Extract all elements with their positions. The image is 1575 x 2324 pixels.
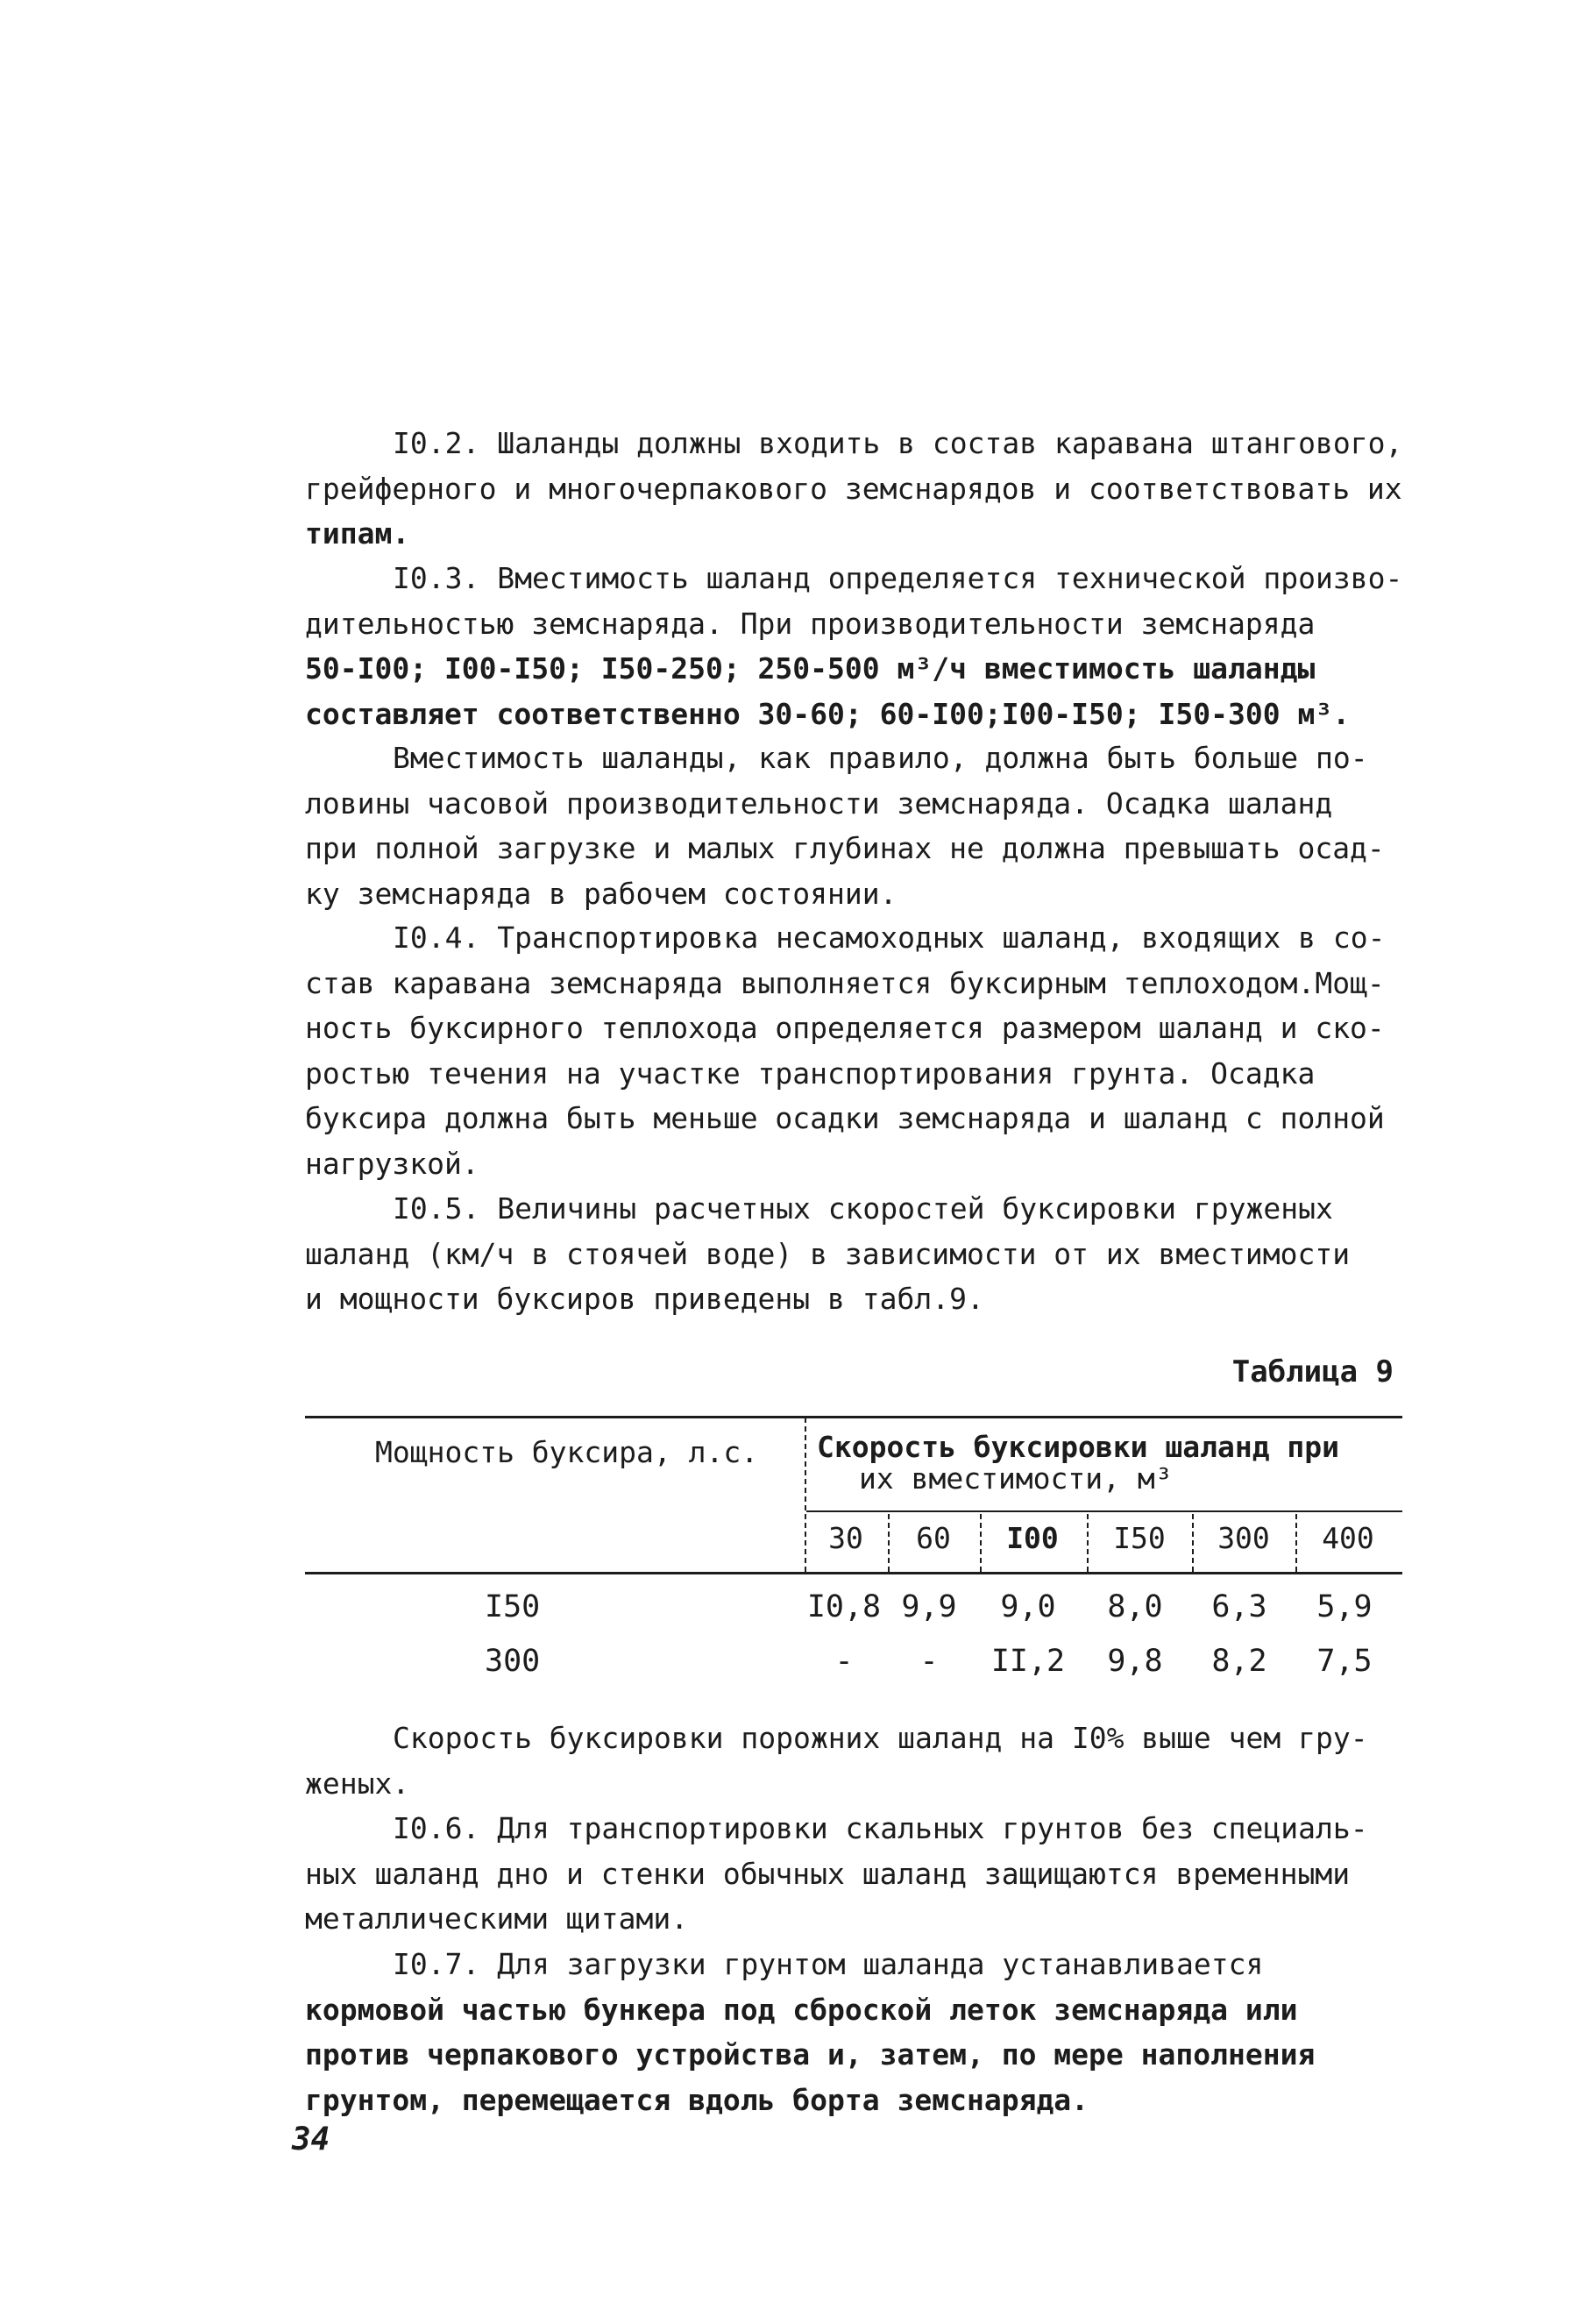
paragraph-10-6: [305, 1806, 1436, 1942]
capacity-header: 60: [916, 1521, 951, 1555]
table-cell: -: [919, 1644, 939, 1679]
table-cell: -: [834, 1644, 854, 1679]
table-cell: 7,5: [1316, 1644, 1373, 1679]
text-line: 50-I00; I00-I50; I50-250; 250-500 м³/ч вместимость шаланды: [305, 651, 1316, 686]
text-line: ных шаланд дно и стенки обычных шаланд защищаются временными: [305, 1856, 1351, 1891]
text-line: став каравана земснаряда выполняется буксирным теплоходом.Мощ-: [305, 965, 1385, 1000]
capacity-header: I50: [1113, 1521, 1166, 1555]
table-cell: 5,9: [1316, 1589, 1373, 1624]
text-line: ростью течения на участке транспортирования грунта. Осадка: [305, 1055, 1316, 1091]
table-cell: 9,0: [1000, 1589, 1056, 1624]
table-divider: [1295, 1514, 1297, 1572]
text-line: металлическими щитами.: [305, 1901, 689, 1936]
text-line: ловины часовой производительности земснаряда. Осадка шаланд: [305, 785, 1333, 821]
table-note: [305, 1716, 1436, 1806]
table-divider: [1192, 1514, 1194, 1572]
paragraph-10-7: [305, 1942, 1436, 2122]
capacity-header: 300: [1217, 1521, 1270, 1555]
table-divider: [980, 1514, 982, 1572]
text-line: против черпакового устройства и, затем, по мере наполнения: [305, 2037, 1316, 2072]
text-line: грунтом, перемещается вдоль борта земснаряда.: [305, 2082, 1089, 2117]
table-cell: 9,8: [1107, 1644, 1163, 1679]
paragraph-10-3: [305, 556, 1436, 736]
text-line: I0.6. Для транспортировки скальных грунтов без специаль-: [393, 1811, 1368, 1845]
table-cell: II,2: [990, 1644, 1066, 1679]
page-number: 34: [292, 2121, 330, 2157]
table-header-rule: [806, 1510, 1402, 1512]
text-line: I0.2. Шаланды должны входить в состав каравана штангового,: [393, 426, 1403, 460]
text-line: Скорость буксировки порожних шаланд на I0% выше чем гру-: [393, 1721, 1368, 1755]
text-line: Вместимость шаланды, как правило, должна быть больше по-: [393, 741, 1368, 775]
text-line: ность буксирного теплохода определяется размером шаланд и ско-: [305, 1011, 1385, 1045]
table-top-rule: [305, 1416, 1402, 1418]
text-line: I0.5. Величины расчетных скоростей буксировки груженых: [393, 1191, 1333, 1226]
paragraph-10-2: [305, 421, 1436, 557]
table-cell: 6,3: [1211, 1589, 1267, 1624]
table-cell: 8,2: [1211, 1644, 1267, 1679]
text-line: женых.: [305, 1766, 410, 1801]
text-line: составляет соответственно 30-60; 60-I00;I00-I50; I50-300 м³.: [305, 696, 1351, 731]
text-line: буксира должна быть меньше осадки земснаряда и шаланд с полной: [305, 1101, 1385, 1135]
table-cell: 8,0: [1107, 1589, 1163, 1624]
row-power-label: 300: [485, 1644, 541, 1679]
text-line: шаланд (км/ч в стоячей воде) в зависимости от их вместимости: [305, 1236, 1351, 1271]
table-header-bottom-rule: [305, 1572, 1402, 1574]
text-line: ку земснаряда в рабочем состоянии.: [305, 876, 897, 911]
table-cell: I0,8: [806, 1589, 882, 1624]
column-group-header: [817, 1432, 1339, 1495]
text-line: типам.: [305, 516, 410, 551]
capacity-header: I00: [1006, 1521, 1059, 1555]
column-header-power: Мощность буксира, л.с.: [375, 1435, 759, 1469]
paragraph-10-5: [305, 1186, 1436, 1322]
group-header-line: их вместимости, м³: [859, 1461, 1173, 1496]
text-line: дительностью земснаряда. При производительности земснаряда: [305, 606, 1316, 641]
group-header-line: Скорость буксировки шаланд при: [817, 1430, 1340, 1464]
table-cell: 9,9: [901, 1589, 957, 1624]
text-line: кормовой частью бункера под сброской леток земснаряда или: [305, 1992, 1298, 2027]
capacity-header: 400: [1322, 1521, 1374, 1555]
text-line: при полной загрузке и малых глубинах не должна превышать осад-: [305, 831, 1385, 865]
table-divider: [1087, 1514, 1089, 1572]
paragraph-10-4: [305, 915, 1436, 1186]
text-line: грейферного и многочерпакового земснарядов и соответствовать их: [305, 471, 1402, 506]
capacity-header: 30: [828, 1521, 863, 1555]
speed-table: [305, 1416, 1402, 1705]
text-line: нагрузкой.: [305, 1146, 479, 1181]
table-caption: Таблица 9: [1231, 1354, 1394, 1389]
text-line: I0.7. Для загрузки грунтом шаланда устанавливается: [393, 1947, 1264, 1981]
text-line: I0.4. Транспортировка несамоходных шаланд, входящих в со-: [393, 920, 1386, 955]
paragraph-10-3-continued: [305, 736, 1436, 916]
text-line: I0.3. Вместимость шаланд определяется технической произво-: [393, 561, 1403, 595]
text-line: и мощности буксиров приведены в табл.9.: [305, 1282, 984, 1316]
row-power-label: I50: [485, 1589, 541, 1624]
